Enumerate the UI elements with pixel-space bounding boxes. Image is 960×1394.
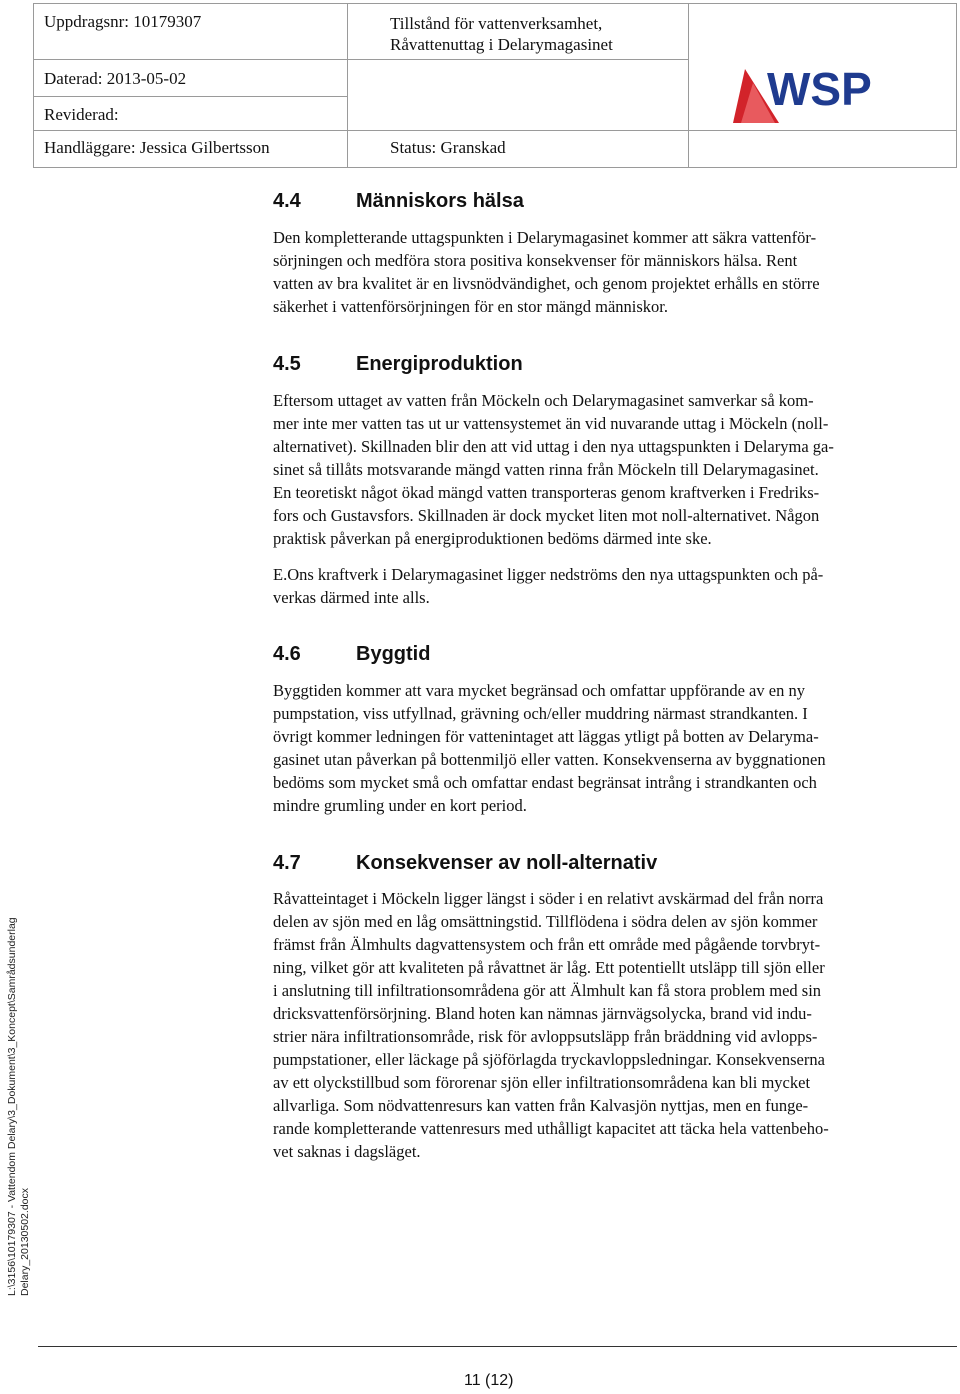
text-line: mindre grumling under en kort period. [273,796,527,815]
section-heading-4-4 [273,189,524,213]
text-line: av ett olyckstillbud som förorenar sjön eller infiltrationsområdena kan bli mycket [273,1073,811,1092]
section-paragraph [273,887,958,1163]
section-paragraph [273,679,958,817]
footer-rule [38,1346,957,1347]
text-line: sörjningen och medföra stora positiva konsekvenser för människors hälsa. Rent [273,251,798,270]
text-line: dricksvattenförsörjning. Bland hoten kan nämnas järnvägsolycka, brand vid indu- [273,1004,812,1023]
text-line: Byggtiden kommer att vara mycket begränsad och omfattar uppförande av en ny [273,681,805,700]
text-line: E.Ons kraftverk i Delarymagasinet ligger nedströms den nya uttagspunkten och på- [273,565,824,584]
section-title: Byggtid [356,643,431,665]
text-line: Den kompletterande uttagspunkten i Delarymagasinet kommer att säkra vattenför- [273,228,817,247]
section-title: Energiproduktion [356,353,523,375]
section-number: 4.6 [273,643,301,665]
text-line: Eftersom uttaget av vatten från Möckeln och Delarymagasinet samverkar så kom- [273,391,814,410]
header-divider-row2 [33,96,348,97]
revised-field: Reviderad: [44,105,119,124]
handler-field: Handläggare: Jessica Gilbertsson [44,138,270,157]
section-heading-4-5 [273,352,523,376]
text-line: i anslutning till infiltrationsområdena gör att Älmhult kan få stora problem med sin [273,981,822,1000]
header-divider-row3 [33,130,957,131]
text-line: övrigt kommer ledningen för vattenintaget att läggas ytligt på botten av Delaryma- [273,727,819,746]
document-title-line2: Råvattenuttag i Delarymagasinet [390,35,613,54]
section-number: 4.7 [273,852,301,874]
section-paragraph [273,226,958,318]
header-border-bottom [33,167,957,168]
section-number: 4.5 [273,353,301,375]
page-number: 11 (12) [464,1372,514,1389]
section-heading-4-6 [273,642,430,666]
text-line: mer inte mer vatten tas ut ur vattensystemet än vid nuvarande uttag i Möckeln (noll- [273,414,829,433]
text-line: fors och Gustavsfors. Skillnaden är dock mycket liten mot noll-alternativet. Någon [273,506,820,525]
text-line: En teoretiskt något ökad mängd vatten transporteras genom kraftverken i Fredriks- [273,483,820,502]
text-line: främst från Älmhults dagvattensystem och från ett område med pågående torvbryt- [273,935,821,954]
text-line: sinet så tillåts motsvarande mängd vatten rinna från Möckeln till Delarymagasinet. [273,460,819,479]
section-title: Människors hälsa [356,190,524,212]
text-line: pumpstation, viss utfyllnad, grävning och/eller muddring närmast strandkanten. I [273,704,808,723]
status-field: Status: Granskad [390,138,506,157]
file-path-sidebar [6,917,32,1296]
text-line: allvarliga. Som nödvattenresurs kan vatten från Kalvasjön nyttjas, men en funge- [273,1096,809,1115]
section-paragraph [273,389,958,550]
text-line: vatten av bra kvalitet är en livsnödvändighet, och genom projektet erhålls en större [273,274,820,293]
section-heading-4-7 [273,851,657,875]
header-border-top [33,3,957,4]
assignment-number: Uppdragsnr: 10179307 [44,12,202,31]
text-line: pumpstationer, eller läckage på sjöförlagda tryckavloppsledningar. Konsekvenserna [273,1050,825,1069]
file-path-line2: Delary_20130502.docx [19,1188,31,1296]
header-border-right [956,3,957,168]
document-header [33,3,957,168]
date-field: Daterad: 2013-05-02 [44,69,187,88]
section-title: Konsekvenser av noll-alternativ [356,852,658,874]
text-line: Råvatteintaget i Möckeln ligger längst i söder i en relativt avskärmad del från norra [273,889,824,908]
section-paragraph [273,563,958,609]
wsp-logo-text: WSP [767,63,872,115]
text-line: gasinet utan påverkan på bottenmiljö eller vatten. Konsekvenserna av byggnationen [273,750,826,769]
file-path-line1: L:\3156\10179307 - Vattendom Delary\3_Dokument\3_Koncept\Samrådsunderlag [6,917,18,1296]
text-line: strier nära infiltrationsområde, risk för avloppsutsläpp från bräddning vid avlopps- [273,1027,818,1046]
text-line: säkerhet i vattenförsörjningen för en stor mängd människor. [273,297,668,316]
text-line: ning, vilket gör att kvaliteten på råvattnet är låg. Ett potentiellt utsläpp till sjön eller [273,958,825,977]
text-line: vet saknas i dagsläget. [273,1142,421,1161]
section-number: 4.4 [273,190,301,212]
header-divider-row1 [33,59,689,60]
text-line: bedöms som mycket små och omfattar endast begränsat intrång i strandkanten och [273,773,817,792]
header-divider-col2 [688,3,689,168]
text-line: praktisk påverkan på energiproduktionen bedöms därmed inte ske. [273,529,712,548]
wsp-logo [731,63,919,130]
header-divider-col1 [347,3,348,168]
document-title-line1: Tillstånd för vattenverksamhet, [390,14,603,33]
text-line: alternativet). Skillnaden blir den att vid uttag i den nya uttagspunkten i Delaryma ga- [273,437,834,456]
text-line: delen av sjön med en låg omsättningstid. Tillflödena i södra delen av sjön kommer [273,912,818,931]
text-line: verkas därmed inte alls. [273,588,430,607]
text-line: rande kompletterande vattenresurs med uthålligt kapacitet att täcka hela vattenbeho- [273,1119,829,1138]
